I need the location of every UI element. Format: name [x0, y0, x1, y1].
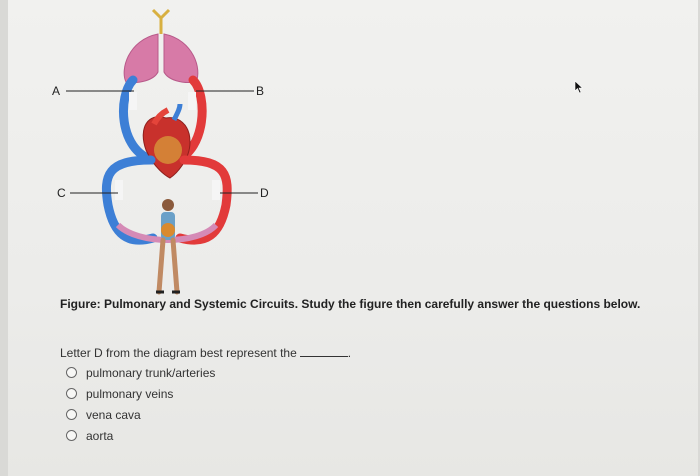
label-c: C: [57, 186, 66, 200]
question-prompt: [60, 346, 351, 360]
label-a: A: [52, 84, 61, 98]
option-label[interactable]: pulmonary veins: [86, 386, 174, 401]
option-pulmonary-veins[interactable]: [66, 383, 215, 404]
circuit-illustration: [8, 0, 700, 300]
human-figure-icon: [156, 199, 180, 292]
option-pulmonary-trunk-arteries[interactable]: [66, 362, 215, 383]
answer-blank: [300, 356, 348, 357]
heart-icon: [143, 104, 190, 178]
label-b: B: [256, 84, 265, 98]
radio-button[interactable]: [66, 409, 77, 420]
radio-button[interactable]: [66, 367, 77, 378]
option-aorta[interactable]: [66, 425, 215, 446]
radio-button[interactable]: [66, 430, 77, 441]
option-vena-cava[interactable]: [66, 404, 215, 425]
answer-options: [66, 362, 215, 446]
lungs-icon: [124, 10, 198, 83]
circulation-diagram: [8, 0, 700, 300]
label-d: D: [260, 186, 269, 200]
quiz-page: [8, 0, 698, 476]
figure-caption: Figure: Pulmonary and Systemic Circuits. Study the figure then carefully answer the questions below.: [60, 297, 641, 311]
option-label[interactable]: aorta: [86, 428, 114, 443]
mouse-cursor-icon: [574, 80, 584, 94]
question-text: Letter D from the diagram best represent the: [60, 346, 297, 360]
option-label[interactable]: vena cava: [86, 407, 141, 422]
option-label[interactable]: pulmonary trunk/arteries: [86, 365, 216, 380]
radio-button[interactable]: [66, 388, 77, 399]
question-suffix: .: [347, 346, 352, 360]
